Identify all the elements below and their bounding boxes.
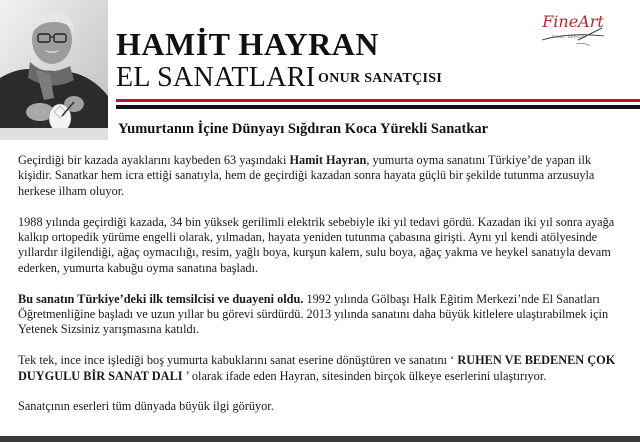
paragraph-5: Sanatçının eserleri tüm dünyada büyük ilgi görüyor. xyxy=(18,399,274,414)
paragraph-1 xyxy=(18,153,626,199)
stripe-black xyxy=(116,105,640,109)
p1-text-a: Geçirdiği bir kazada ayaklarını kaybeden 63 yaşındaki xyxy=(18,153,290,167)
p1-text-b: , yumurta oyma sanatını Türkiye’de yapan ilk kişidir. Sanatkar hem icra ettiği sanatıyla, hem de geçirdiği kazadan sonra hayata güçlü bir şekilde tutunma arzusuyla herkese ilham oluyor. xyxy=(18,153,595,198)
artist-name: HAMİT HAYRAN xyxy=(116,26,379,62)
p1-bold-name: Hamit Hayran xyxy=(289,153,367,167)
p3-bold: Bu sanatın Türkiye’deki ilk temsilcisi ve duayeni oldu. xyxy=(18,291,304,306)
article-body xyxy=(18,153,626,430)
artist-portrait xyxy=(0,0,108,140)
paragraph-2: 1988 yılında geçirdiği kazada, 34 bin yüksek gerilimli elektrik sebebiyle iki yıl tedavi gördü. Kazadan iki yıl sonra ayağa kalkıp ortopedik yürüme engelli olarak, yılmadan, hayata yeniden tutunma çabasına girişti. Aynı yıl kendi atölyesinde yıllardır ilgilendiği, ağaç oymacılığı, resim, yağlı boya, kurşun kalem, sulu boya, ağaç yakma ve heykel sanatıyla devam ederken, yumurta kabuğu oyma sanatına başladı. xyxy=(18,214,615,275)
portrait-illustration xyxy=(0,0,108,140)
paragraph-4 xyxy=(18,353,626,384)
bottom-bar xyxy=(0,436,640,442)
honor-title: ONUR SANATÇISI xyxy=(318,71,443,86)
logo-tagline: SANAT DERGİSİ xyxy=(551,34,587,39)
fineart-logo xyxy=(538,10,608,52)
p3-text: 1992 yılında Gölbaşı Halk Eğitim Merkezi’nde El Sanatları Öğretmenliğine başladı ve uzun yıllar bu görevi sürdürdü. 2013 yılında sanatını daha büyük kitlelere ulaştırabilmek için Yetenek Sizsiniz yarışmasına katıldı. xyxy=(18,291,609,337)
article-headline: Yumurtanın İçine Dünyayı Sığdıran Koca Yürekli Sanatkar xyxy=(118,121,489,137)
paragraph-3 xyxy=(18,292,626,338)
logo-wordmark: FineArt xyxy=(542,12,604,31)
section-subtitle: EL SANATLARI xyxy=(116,62,316,93)
p4-text-b: ’ olarak ifade eden Hayran, sitesinden birçok ülkeye eserlerini ulaştırıyor. xyxy=(182,368,547,383)
p4-bold-quote: RUHEN VE BEDENEN ÇOK DUYGULU BİR SANAT DALI xyxy=(18,353,616,383)
p4-text-a: Tek tek, ince ince işlediği boş yumurta kabuklarını sanat eserine dönüştüren ve sanatını ‘ xyxy=(18,353,458,368)
